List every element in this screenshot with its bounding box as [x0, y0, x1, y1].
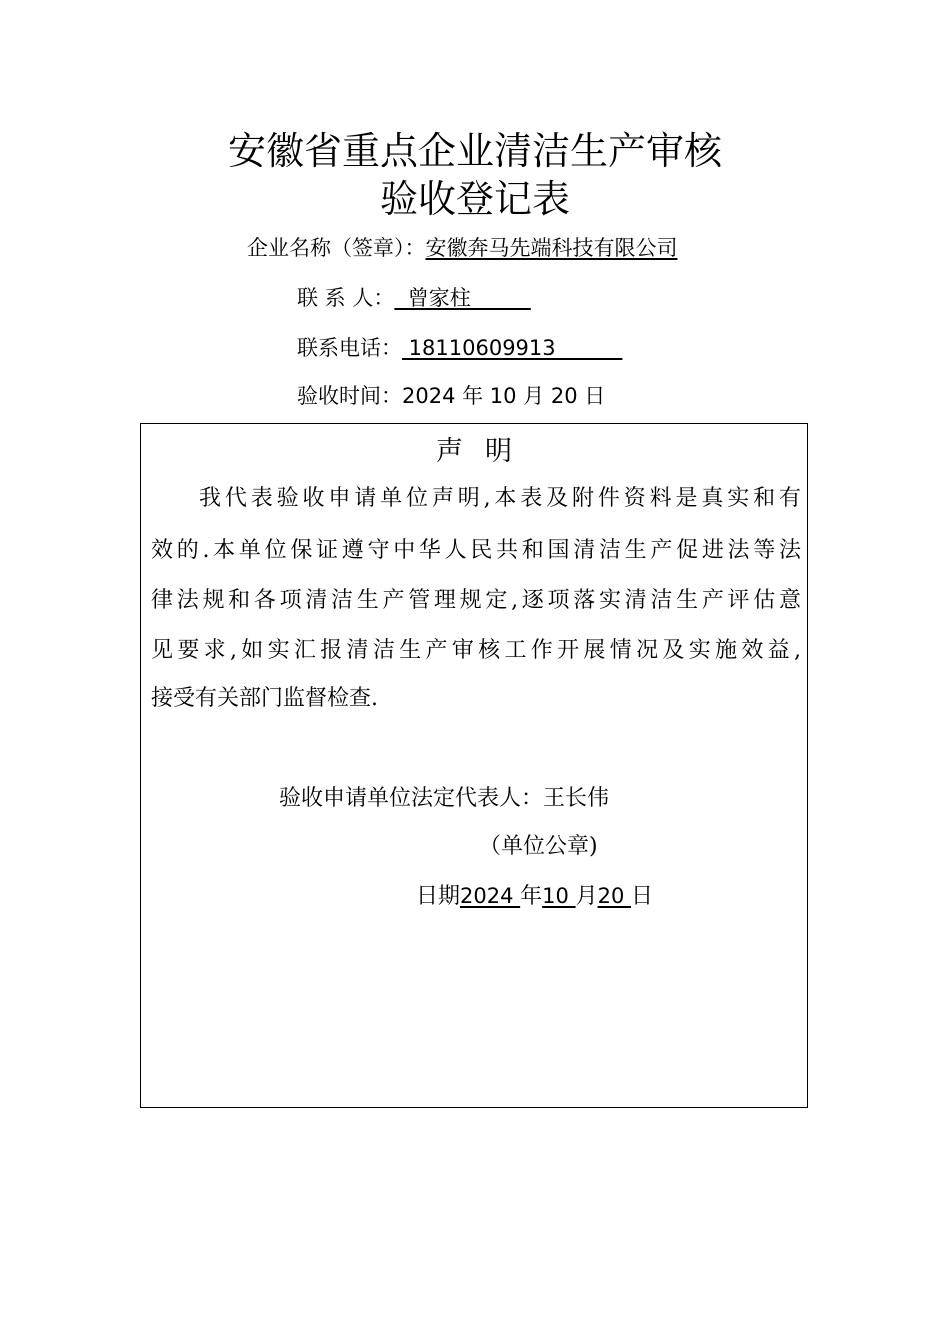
company-name-value: 安徽奔马先端科技有限公司	[425, 236, 678, 260]
contact-person-label: 联 系 人：	[297, 286, 395, 310]
signature-date-month: 10	[542, 884, 576, 908]
signature-date-day: 20	[597, 884, 631, 908]
company-name-label: 企业名称（签章）：	[247, 236, 426, 260]
legal-representative-label: 验收申请单位法定代表人：	[279, 786, 544, 811]
signature-date-line	[416, 881, 653, 912]
statement-box	[140, 423, 808, 1108]
contact-person-value: 曾家柱	[394, 286, 531, 310]
statement-line: 效的.本单位保证遵守中华人民共和国清洁生产促进法等法	[151, 538, 801, 563]
signature-date-year: 2024	[460, 884, 521, 908]
company-name-row	[247, 234, 678, 262]
contact-phone-label: 联系电话：	[297, 336, 402, 360]
document-title-line-2: 验收登记表	[379, 177, 570, 221]
company-seal-label: （单位公章)	[479, 834, 598, 859]
acceptance-date-value: 2024 年 10 月 20 日	[402, 384, 606, 408]
contact-phone-row	[297, 334, 622, 362]
signature-date-year-unit: 年	[520, 884, 543, 909]
signature-date-prefix: 日期	[416, 884, 461, 909]
statement-line: 我代表验收申请单位声明,本表及附件资料是真实和有	[199, 486, 801, 511]
acceptance-date-label: 验收时间：	[297, 384, 402, 408]
signature-date-month-unit: 月	[575, 884, 598, 909]
legal-representative-line	[279, 784, 609, 814]
signature-date-day-unit: 日	[630, 884, 653, 909]
legal-representative-name: 王长伟	[543, 786, 610, 811]
statement-heading: 声明	[436, 436, 534, 467]
acceptance-date-row	[297, 382, 605, 410]
statement-line: 律法规和各项清洁生产管理规定,逐项落实清洁生产评估意	[151, 588, 801, 613]
document-title-line-1: 安徽省重点企业清洁生产审核	[227, 129, 722, 173]
contact-phone-value: 18110609913	[402, 336, 623, 360]
statement-line: 接受有关部门监督检查.	[151, 686, 378, 711]
contact-person-row	[297, 284, 531, 312]
statement-line: 见要求,如实汇报清洁生产审核工作开展情况及实施效益,	[151, 638, 801, 663]
